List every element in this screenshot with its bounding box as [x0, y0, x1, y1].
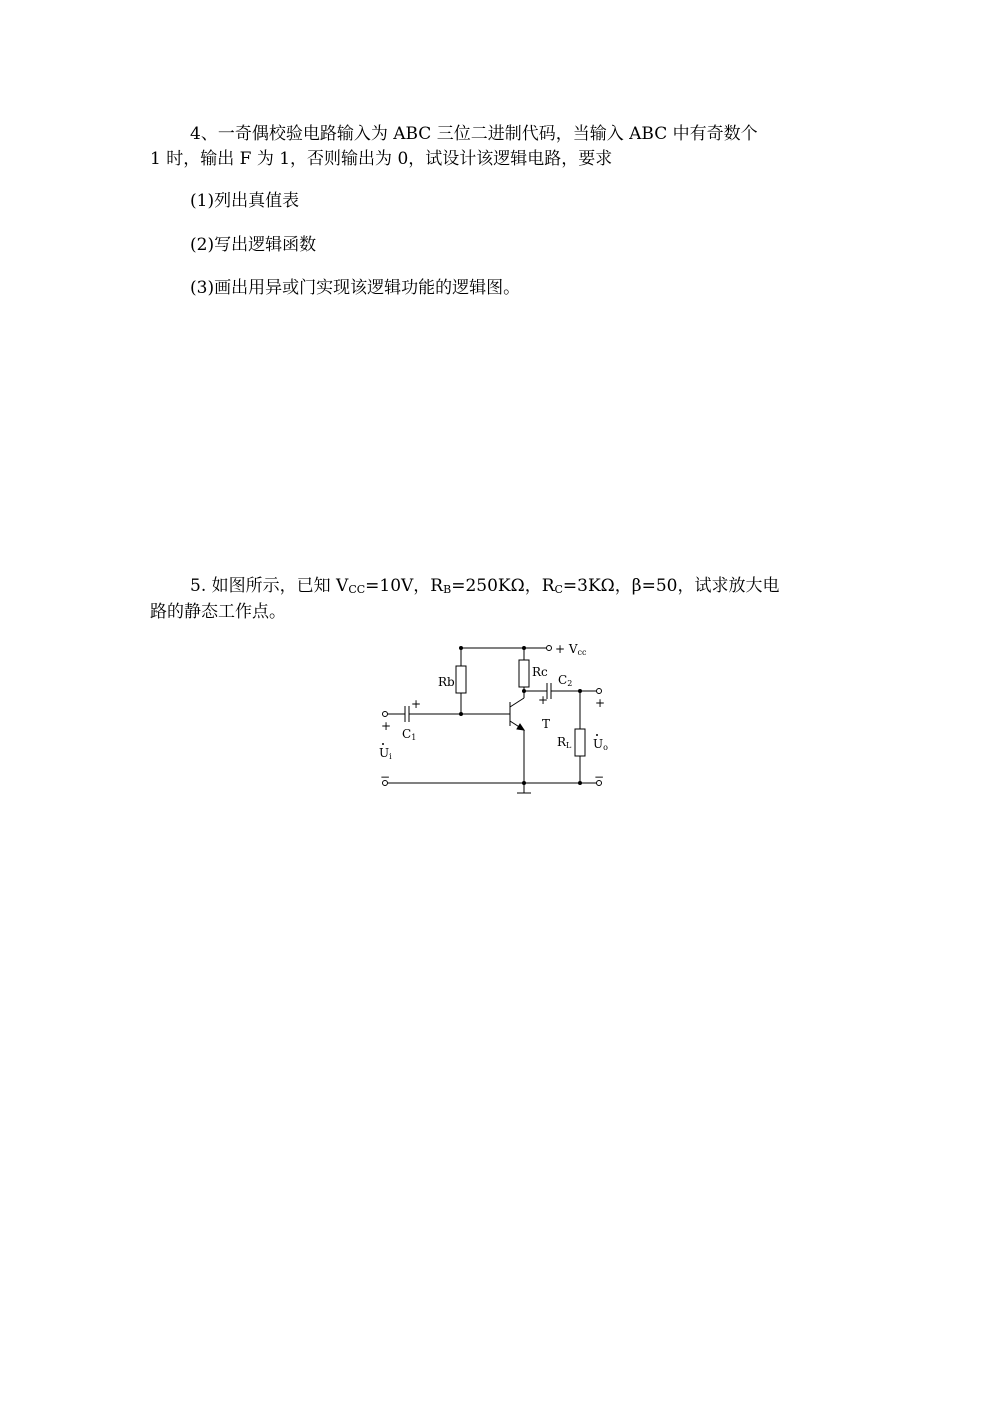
q5-rc-value: =3KΩ，β=50，试求放大电 — [562, 576, 780, 596]
c1-label: C1 — [402, 727, 417, 742]
ui-label: Ui — [379, 746, 392, 761]
output-minus: − — [594, 770, 605, 784]
output-terminal-top — [597, 689, 602, 694]
c1-plus: + — [411, 697, 422, 711]
emitter-arrow — [517, 724, 524, 730]
c2-plus: + — [538, 693, 549, 707]
junction-rb-top — [459, 646, 463, 650]
c2-label: C2 — [558, 673, 573, 688]
q5-line-2: 路的静态工作点。 — [150, 602, 286, 622]
q5-rb-sub: B — [443, 583, 452, 596]
output-plus: + — [595, 696, 606, 710]
q5-line-1 — [190, 574, 779, 602]
vcc-label: + Vcc — [555, 642, 587, 657]
rc-label: Rc — [532, 665, 548, 679]
amplifier-circuit-diagram — [370, 636, 620, 806]
junction-rl-top — [578, 689, 582, 693]
transistor-collector — [510, 698, 524, 707]
rl-label: RL — [557, 735, 572, 750]
q4-item-2: (2)写出逻辑函数 — [190, 235, 317, 255]
q4-line-1: 4、一奇偶校验电路输入为 ABC 三位二进制代码，当输入 ABC 中有奇数个 — [190, 124, 758, 144]
rb-label: Rb — [438, 675, 455, 689]
q5-vcc-value: =10V，R — [365, 576, 444, 596]
rc-resistor — [519, 660, 529, 687]
q5-rb-value: =250KΩ，R — [451, 576, 555, 596]
junction-rl-bottom — [578, 781, 582, 785]
junction-collector — [522, 689, 526, 693]
junction-rc-top — [522, 646, 526, 650]
input-terminal-top — [383, 712, 388, 717]
t-label: T — [542, 717, 551, 731]
q5-rc-sub: C — [554, 583, 563, 596]
q4-item-1: (1)列出真值表 — [190, 191, 300, 211]
input-minus: − — [380, 770, 391, 784]
rb-resistor — [456, 666, 466, 693]
q4-item-3: (3)画出用异或门实现该逻辑功能的逻辑图。 — [190, 278, 521, 298]
input-plus: + — [381, 719, 392, 733]
q5-vcc-sub: CC — [348, 583, 366, 596]
vcc-terminal — [547, 646, 552, 651]
junction-base — [459, 712, 463, 716]
junction-ground — [522, 781, 526, 785]
q4-line-2: 1 时，输出 F 为 1，否则输出为 0，试设计该逻辑电路，要求 — [150, 149, 613, 169]
rl-resistor — [575, 729, 585, 756]
q5-prefix: 5. 如图所示，已知 V — [190, 576, 349, 596]
uo-label: Uo — [593, 737, 608, 752]
